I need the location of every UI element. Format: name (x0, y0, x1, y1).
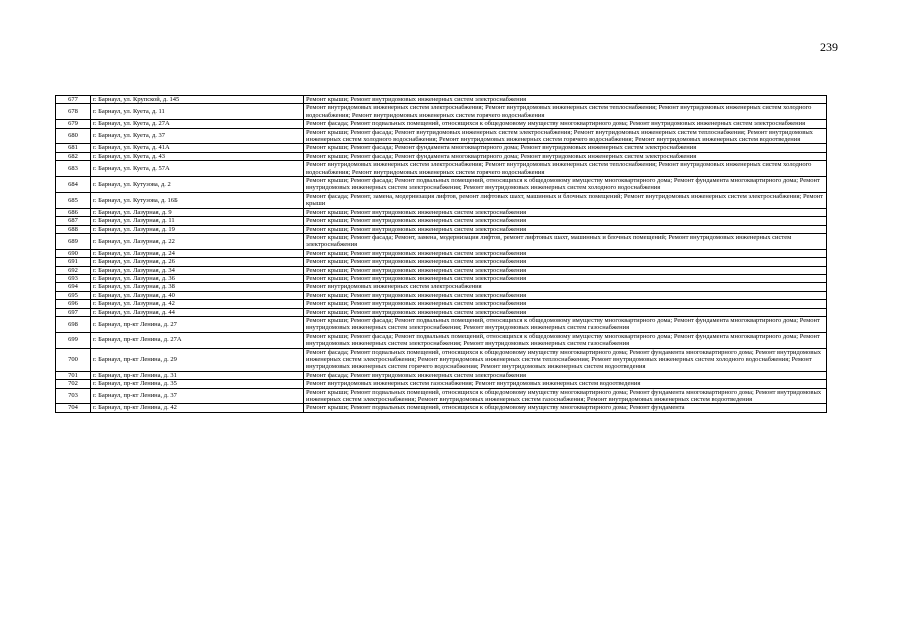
table-row (56, 217, 827, 225)
row-number: 689 (56, 233, 91, 249)
row-address: г. Барнаул, пр-кт Ленина, д. 27 (91, 316, 304, 332)
table-row (56, 208, 827, 216)
row-works: Ремонт крыши; Ремонт фасада; Ремонт подвальных помещений, относящихся к общедомовому имуществу многоквартирного дома; Ремонт фундамента многоквартирного дома; Ремонт внутридомовых инженерных систем электроснабжения; Ремонт внутридомовых инженерных систем газоснабжения (304, 332, 827, 348)
row-works: Ремонт внутридомовых инженерных систем электроснабжения (304, 283, 827, 291)
row-address: г. Барнаул, пр-кт Ленина, д. 35 (91, 380, 304, 388)
row-address: г. Барнаул, ул. Куета, д. 57А (91, 161, 304, 177)
row-number: 698 (56, 316, 91, 332)
row-address: г. Барнаул, пр-кт Ленина, д. 27А (91, 332, 304, 348)
table-row (56, 104, 827, 120)
row-address: г. Барнаул, ул. Кутузова, д. 16Б (91, 192, 304, 208)
row-number: 685 (56, 192, 91, 208)
row-address: г. Барнаул, ул. Лазурная, д. 34 (91, 266, 304, 274)
table-row (56, 316, 827, 332)
table-row (56, 177, 827, 193)
row-number: 683 (56, 161, 91, 177)
row-works: Ремонт фасада; Ремонт, замена, модернизация лифтов, ремонт лифтовых шахт, машинных и блочных помещений; Ремонт внутридомовых инженерных систем электроснабжения; Ремонт крыши (304, 192, 827, 208)
row-works: Ремонт крыши; Ремонт фасада; Ремонт подвальных помещений, относящихся к общедомовому имуществу многоквартирного дома; Ремонт фундамента многоквартирного дома; Ремонт внутридомовых инженерных систем электроснабжения; Ремонт внутридомовых инженерных систем газоснабжения (304, 316, 827, 332)
row-works: Ремонт крыши; Ремонт внутридомовых инженерных систем электроснабжения (304, 291, 827, 299)
table-row (56, 161, 827, 177)
row-address: г. Барнаул, пр-кт Ленина, д. 31 (91, 371, 304, 379)
row-works: Ремонт крыши; Ремонт внутридомовых инженерных систем электроснабжения (304, 225, 827, 233)
row-address: г. Барнаул, ул. Лазурная, д. 42 (91, 300, 304, 308)
row-number: 682 (56, 152, 91, 160)
row-address: г. Барнаул, пр-кт Ленина, д. 37 (91, 388, 304, 404)
table-body (56, 96, 827, 413)
row-works: Ремонт крыши; Ремонт фасада; Ремонт фундамента многоквартирного дома; Ремонт внутридомовых инженерных систем электроснабжения (304, 152, 827, 160)
table-row (56, 380, 827, 388)
table-row (56, 249, 827, 257)
table-row (56, 96, 827, 104)
row-address: г. Барнаул, ул. Куета, д. 43 (91, 152, 304, 160)
row-address: г. Барнаул, ул. Лазурная, д. 22 (91, 233, 304, 249)
repair-table (55, 95, 827, 413)
table-row (56, 266, 827, 274)
row-number: 686 (56, 208, 91, 216)
row-address: г. Барнаул, ул. Крупской, д. 145 (91, 96, 304, 104)
table-row (56, 258, 827, 266)
table-row (56, 283, 827, 291)
row-works: Ремонт фасада; Ремонт подвальных помещений, относящихся к общедомовому имуществу многоквартирного дома; Ремонт фундамента многоквартирного дома; Ремонт внутридомовых инженерных систем электроснабжения; Ремонт внутридомовых инженерных систем теплоснабжения; Ремонт внутридомовых инженерных систем холодного водоснабжения; Ремонт внутридомовых инженерных систем горячего водоснабжения; Ремонт внутридомовых инженерных систем водоотведения (304, 348, 827, 371)
row-works: Ремонт внутридомовых инженерных систем электроснабжения; Ремонт внутридомовых инженерных систем теплоснабжения; Ремонт внутридомовых инженерных систем холодного водоснабжения; Ремонт внутридомовых инженерных систем горячего водоснабжения (304, 104, 827, 120)
row-number: 678 (56, 104, 91, 120)
row-number: 688 (56, 225, 91, 233)
row-works: Ремонт крыши; Ремонт внутридомовых инженерных систем электроснабжения (304, 274, 827, 282)
row-address: г. Барнаул, пр-кт Ленина, д. 29 (91, 348, 304, 371)
row-works: Ремонт крыши; Ремонт внутридомовых инженерных систем электроснабжения (304, 217, 827, 225)
table-row (56, 291, 827, 299)
row-number: 695 (56, 291, 91, 299)
row-address: г. Барнаул, ул. Лазурная, д. 24 (91, 249, 304, 257)
row-address: г. Барнаул, ул. Куета, д. 27А (91, 120, 304, 128)
table-row (56, 192, 827, 208)
row-number: 681 (56, 144, 91, 152)
row-works: Ремонт крыши; Ремонт внутридомовых инженерных систем электроснабжения (304, 258, 827, 266)
row-works: Ремонт крыши; Ремонт внутридомовых инженерных систем электроснабжения (304, 300, 827, 308)
row-address: г. Барнаул, ул. Кутузова, д. 2 (91, 177, 304, 193)
table-row (56, 144, 827, 152)
table-row (56, 225, 827, 233)
row-works: Ремонт крыши; Ремонт внутридомовых инженерных систем электроснабжения (304, 96, 827, 104)
row-number: 679 (56, 120, 91, 128)
row-address: г. Барнаул, ул. Лазурная, д. 44 (91, 308, 304, 316)
row-number: 699 (56, 332, 91, 348)
table-row (56, 274, 827, 282)
page-number: 239 (820, 40, 838, 54)
row-number: 687 (56, 217, 91, 225)
row-number: 684 (56, 177, 91, 193)
row-number: 692 (56, 266, 91, 274)
row-works: Ремонт крыши; Ремонт подвальных помещений, относящихся к общедомовому имуществу многоквартирного дома; Ремонт фундамента (304, 404, 827, 412)
row-number: 703 (56, 388, 91, 404)
row-address: г. Барнаул, ул. Лазурная, д. 36 (91, 274, 304, 282)
row-number: 704 (56, 404, 91, 412)
row-address: г. Барнаул, ул. Лазурная, д. 26 (91, 258, 304, 266)
table-row (56, 404, 827, 412)
row-address: г. Барнаул, ул. Куета, д. 41А (91, 144, 304, 152)
table-row (56, 388, 827, 404)
row-address: г. Барнаул, ул. Куета, д. 11 (91, 104, 304, 120)
row-number: 690 (56, 249, 91, 257)
row-number: 694 (56, 283, 91, 291)
table-row (56, 300, 827, 308)
table-row (56, 348, 827, 371)
table-row (56, 120, 827, 128)
row-number: 700 (56, 348, 91, 371)
row-works: Ремонт крыши; Ремонт внутридомовых инженерных систем электроснабжения (304, 266, 827, 274)
table-row (56, 152, 827, 160)
row-works: Ремонт внутридомовых инженерных систем электроснабжения; Ремонт внутридомовых инженерных систем теплоснабжения; Ремонт внутридомовых инженерных систем холодного водоснабжения; Ремонт внутридомовых инженерных систем горячего водоснабжения (304, 161, 827, 177)
row-number: 680 (56, 128, 91, 144)
row-address: г. Барнаул, ул. Лазурная, д. 9 (91, 208, 304, 216)
row-address: г. Барнаул, ул. Куета, д. 37 (91, 128, 304, 144)
table-row (56, 371, 827, 379)
row-works: Ремонт крыши; Ремонт внутридомовых инженерных систем электроснабжения (304, 208, 827, 216)
row-number: 677 (56, 96, 91, 104)
row-works: Ремонт крыши; Ремонт фасада; Ремонт подвальных помещений, относящихся к общедомовому имуществу многоквартирного дома; Ремонт фундамента многоквартирного дома; Ремонт внутридомовых инженерных систем электроснабжения; Ремонт внутридомовых инженерных систем холодного водоснабжения (304, 177, 827, 193)
row-works: Ремонт внутридомовых инженерных систем газоснабжения; Ремонт внутридомовых инженерных систем водоотведения (304, 380, 827, 388)
row-number: 701 (56, 371, 91, 379)
row-works: Ремонт крыши; Ремонт подвальных помещений, относящихся к общедомовому имуществу многоквартирного дома; Ремонт фундамента многоквартирного дома; Ремонт внутридомовых инженерных систем электроснабжения; Ремонт внутридомовых инженерных систем газоснабжения; Ремонт внутридомовых инженерных систем водоотведения (304, 388, 827, 404)
table-row (56, 332, 827, 348)
row-works: Ремонт крыши; Ремонт фасада; Ремонт фундамента многоквартирного дома; Ремонт внутридомовых инженерных систем электроснабжения (304, 144, 827, 152)
row-works: Ремонт крыши; Ремонт внутридомовых инженерных систем электроснабжения (304, 308, 827, 316)
row-works: Ремонт фасада; Ремонт внутридомовых инженерных систем электроснабжения (304, 371, 827, 379)
row-works: Ремонт крыши; Ремонт фасада; Ремонт, замена, модернизация лифтов, ремонт лифтовых шахт, машинных и блочных помещений; Ремонт внутридомовых инженерных систем электроснабжения (304, 233, 827, 249)
row-number: 697 (56, 308, 91, 316)
row-number: 702 (56, 380, 91, 388)
row-address: г. Барнаул, ул. Лазурная, д. 11 (91, 217, 304, 225)
row-number: 693 (56, 274, 91, 282)
table-row (56, 128, 827, 144)
row-address: г. Барнаул, ул. Лазурная, д. 38 (91, 283, 304, 291)
row-works: Ремонт фасада; Ремонт подвальных помещений, относящихся к общедомовому имуществу многоквартирного дома; Ремонт внутридомовых инженерных систем электроснабжения (304, 120, 827, 128)
row-works: Ремонт крыши; Ремонт фасада; Ремонт внутридомовых инженерных систем электроснабжения; Ремонт внутридомовых инженерных систем теплоснабжения; Ремонт внутридомовых инженерных систем холодного водоснабжения; Ремонт внутридомовых инженерных систем горячего водоснабжения; Ремонт внутридомовых инженерных систем водоотведения (304, 128, 827, 144)
table-row (56, 308, 827, 316)
row-works: Ремонт крыши; Ремонт внутридомовых инженерных систем электроснабжения (304, 249, 827, 257)
table-row (56, 233, 827, 249)
row-address: г. Барнаул, ул. Лазурная, д. 40 (91, 291, 304, 299)
row-number: 691 (56, 258, 91, 266)
row-address: г. Барнаул, пр-кт Ленина, д. 42 (91, 404, 304, 412)
row-address: г. Барнаул, ул. Лазурная, д. 19 (91, 225, 304, 233)
row-number: 696 (56, 300, 91, 308)
